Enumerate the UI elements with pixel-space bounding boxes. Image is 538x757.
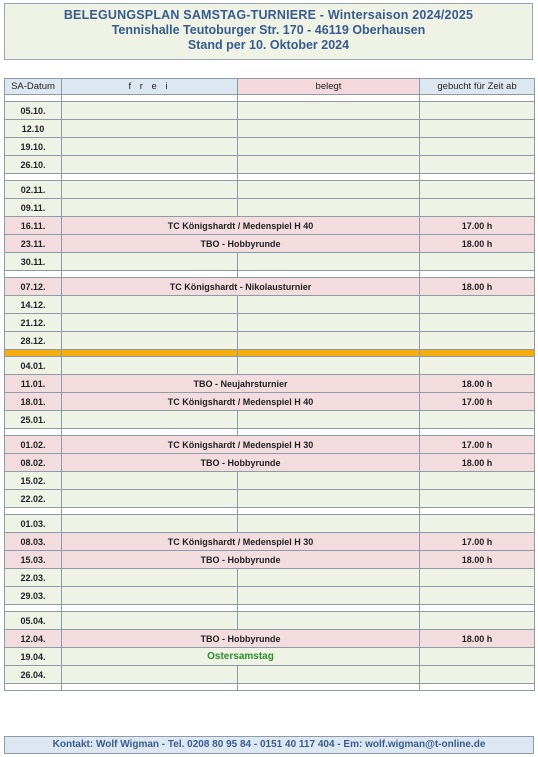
table-row <box>5 436 535 454</box>
page-header <box>4 3 533 60</box>
separator-cell <box>238 271 420 278</box>
separator-cell <box>420 684 535 691</box>
separator-cell <box>62 271 238 278</box>
date-cell: 29.03. <box>5 587 62 605</box>
date-cell: 09.11. <box>5 199 62 217</box>
table-row <box>5 102 535 120</box>
table-row <box>5 199 535 217</box>
event-cell: TBO - Neujahrsturnier <box>62 375 420 393</box>
event-cell: TBO - Hobbyrunde <box>62 454 420 472</box>
separator-cell <box>420 605 535 612</box>
free-cell <box>62 666 238 684</box>
table-row <box>5 235 535 253</box>
table-row <box>5 533 535 551</box>
occupied-cell <box>238 515 420 533</box>
free-cell <box>62 472 238 490</box>
free-cell <box>62 181 238 199</box>
date-cell: 15.03. <box>5 551 62 569</box>
table-row <box>5 666 535 684</box>
table-row <box>5 278 535 296</box>
time-cell <box>420 472 535 490</box>
table-row <box>5 253 535 271</box>
table-row <box>5 454 535 472</box>
table-row <box>5 138 535 156</box>
month-separator <box>5 605 535 612</box>
column-header-date: SA-Datum <box>5 79 62 95</box>
free-cell <box>62 332 238 350</box>
time-cell <box>420 490 535 508</box>
separator-cell <box>238 95 420 102</box>
separator-cell <box>62 350 238 357</box>
free-cell <box>62 120 238 138</box>
occupied-cell <box>238 587 420 605</box>
time-cell <box>420 156 535 174</box>
status-date: Stand per 10. Oktober 2024 <box>187 38 350 52</box>
date-cell: 01.03. <box>5 515 62 533</box>
date-cell: 25.01. <box>5 411 62 429</box>
date-cell: 30.11. <box>5 253 62 271</box>
time-cell: 17.00 h <box>420 533 535 551</box>
occupied-cell <box>238 138 420 156</box>
table-row <box>5 472 535 490</box>
separator-cell <box>420 508 535 515</box>
free-cell <box>62 357 238 375</box>
free-cell <box>62 102 238 120</box>
event-cell: TC Königshardt / Medenspiel H 40 <box>62 393 420 411</box>
date-cell: 05.10. <box>5 102 62 120</box>
table-row <box>5 332 535 350</box>
separator-cell <box>238 605 420 612</box>
time-cell <box>420 253 535 271</box>
separator-cell <box>238 684 420 691</box>
separator-cell <box>62 605 238 612</box>
date-cell: 02.11. <box>5 181 62 199</box>
date-cell: 12.04. <box>5 630 62 648</box>
venue-address: Tennishalle Teutoburger Str. 170 - 46119 Oberhausen <box>111 23 426 37</box>
time-cell <box>420 120 535 138</box>
table-row <box>5 357 535 375</box>
table-row <box>5 490 535 508</box>
free-cell <box>62 515 238 533</box>
table-row <box>5 181 535 199</box>
time-cell <box>420 569 535 587</box>
holiday-note: Ostersamstag <box>62 648 420 666</box>
time-cell <box>420 181 535 199</box>
date-cell: 22.02. <box>5 490 62 508</box>
table-row <box>5 612 535 630</box>
column-header-free: f r e i <box>62 79 238 95</box>
table-row <box>5 156 535 174</box>
separator-cell <box>62 429 238 436</box>
separator-cell <box>5 95 62 102</box>
separator-cell <box>5 271 62 278</box>
time-cell <box>420 314 535 332</box>
date-cell: 15.02. <box>5 472 62 490</box>
occupied-cell <box>238 666 420 684</box>
time-cell: 18.00 h <box>420 235 535 253</box>
table-row <box>5 314 535 332</box>
free-cell <box>62 253 238 271</box>
separator-cell <box>62 95 238 102</box>
occupied-cell <box>238 314 420 332</box>
occupied-cell <box>238 612 420 630</box>
table-row <box>5 569 535 587</box>
occupied-cell <box>238 472 420 490</box>
time-cell <box>420 138 535 156</box>
event-cell: TBO - Hobbyrunde <box>62 551 420 569</box>
table-row <box>5 411 535 429</box>
month-separator <box>5 429 535 436</box>
separator-cell <box>238 429 420 436</box>
time-cell <box>420 332 535 350</box>
table-row <box>5 296 535 314</box>
table-row <box>5 120 535 138</box>
event-cell: TC Königshardt / Medenspiel H 40 <box>62 217 420 235</box>
column-header-occupied: belegt <box>238 79 420 95</box>
table-row <box>5 375 535 393</box>
time-cell: 17.00 h <box>420 393 535 411</box>
date-cell: 26.04. <box>5 666 62 684</box>
date-cell: 08.02. <box>5 454 62 472</box>
separator-cell <box>238 174 420 181</box>
separator-cell <box>5 350 62 357</box>
separator-cell <box>238 508 420 515</box>
occupied-cell <box>238 357 420 375</box>
table-row <box>5 630 535 648</box>
date-cell: 04.01. <box>5 357 62 375</box>
event-cell: TC Königshardt - Nikolausturnier <box>62 278 420 296</box>
column-header-time: gebucht für Zeit ab <box>420 79 535 95</box>
date-cell: 28.12. <box>5 332 62 350</box>
free-cell <box>62 138 238 156</box>
separator-cell <box>5 605 62 612</box>
free-cell <box>62 612 238 630</box>
time-cell: 18.00 h <box>420 454 535 472</box>
occupied-cell <box>238 253 420 271</box>
separator-cell <box>420 271 535 278</box>
date-cell: 18.01. <box>5 393 62 411</box>
date-cell: 16.11. <box>5 217 62 235</box>
occupied-cell <box>238 181 420 199</box>
time-cell: 18.00 h <box>420 375 535 393</box>
occupied-cell <box>238 332 420 350</box>
page-title: BELEGUNGSPLAN SAMSTAG-TURNIERE - Wintersaison 2024/2025 <box>63 8 474 22</box>
date-cell: 11.01. <box>5 375 62 393</box>
time-cell: 18.00 h <box>420 278 535 296</box>
occupied-cell <box>238 411 420 429</box>
month-separator <box>5 271 535 278</box>
table-row <box>5 551 535 569</box>
separator-cell <box>62 174 238 181</box>
date-cell: 21.12. <box>5 314 62 332</box>
year-separator <box>5 350 535 357</box>
occupied-cell <box>238 102 420 120</box>
event-cell: TBO - Hobbyrunde <box>62 235 420 253</box>
separator-cell <box>420 429 535 436</box>
time-cell <box>420 515 535 533</box>
separator-cell <box>5 174 62 181</box>
table-row <box>5 515 535 533</box>
free-cell <box>62 411 238 429</box>
time-cell <box>420 357 535 375</box>
contact-footer: Kontakt: Wolf Wigman - Tel. 0208 80 95 84 - 0151 40 117 404 - Em: wolf.wigman@t-online.de <box>4 736 534 754</box>
separator-cell <box>5 429 62 436</box>
time-cell <box>420 612 535 630</box>
time-cell <box>420 199 535 217</box>
month-separator <box>5 508 535 515</box>
time-cell <box>420 296 535 314</box>
separator-cell <box>420 350 535 357</box>
event-cell: TC Königshardt / Medenspiel H 30 <box>62 533 420 551</box>
table-row <box>5 587 535 605</box>
table-row <box>5 648 535 666</box>
free-cell <box>62 490 238 508</box>
table-row <box>5 393 535 411</box>
event-cell: TBO - Hobbyrunde <box>62 630 420 648</box>
schedule-table <box>4 78 535 691</box>
date-cell: 14.12. <box>5 296 62 314</box>
separator-cell <box>62 508 238 515</box>
time-cell: 18.00 h <box>420 551 535 569</box>
occupied-cell <box>238 156 420 174</box>
free-cell <box>62 199 238 217</box>
time-cell <box>420 666 535 684</box>
free-cell <box>62 314 238 332</box>
date-cell: 23.11. <box>5 235 62 253</box>
time-cell <box>420 587 535 605</box>
table-row <box>5 217 535 235</box>
date-cell: 19.04. <box>5 648 62 666</box>
time-cell: 18.00 h <box>420 630 535 648</box>
separator-cell <box>238 350 420 357</box>
free-cell <box>62 156 238 174</box>
occupied-cell <box>238 296 420 314</box>
occupied-cell <box>238 120 420 138</box>
separator-cell <box>5 508 62 515</box>
separator-cell <box>420 95 535 102</box>
date-cell: 26.10. <box>5 156 62 174</box>
event-cell: TC Königshardt / Medenspiel H 30 <box>62 436 420 454</box>
month-separator <box>5 174 535 181</box>
free-cell <box>62 296 238 314</box>
time-cell <box>420 411 535 429</box>
separator-cell <box>420 174 535 181</box>
date-cell: 01.02. <box>5 436 62 454</box>
month-separator <box>5 95 535 102</box>
date-cell: 08.03. <box>5 533 62 551</box>
date-cell: 05.04. <box>5 612 62 630</box>
occupied-cell <box>238 490 420 508</box>
date-cell: 12.10 <box>5 120 62 138</box>
time-cell: 17.00 h <box>420 436 535 454</box>
free-cell <box>62 569 238 587</box>
time-cell <box>420 102 535 120</box>
month-separator <box>5 684 535 691</box>
time-cell: 17.00 h <box>420 217 535 235</box>
time-cell <box>420 648 535 666</box>
occupied-cell <box>238 569 420 587</box>
date-cell: 07.12. <box>5 278 62 296</box>
separator-cell <box>62 684 238 691</box>
separator-cell <box>5 684 62 691</box>
date-cell: 19.10. <box>5 138 62 156</box>
free-cell <box>62 587 238 605</box>
occupied-cell <box>238 199 420 217</box>
table-header-row <box>5 79 535 95</box>
date-cell: 22.03. <box>5 569 62 587</box>
